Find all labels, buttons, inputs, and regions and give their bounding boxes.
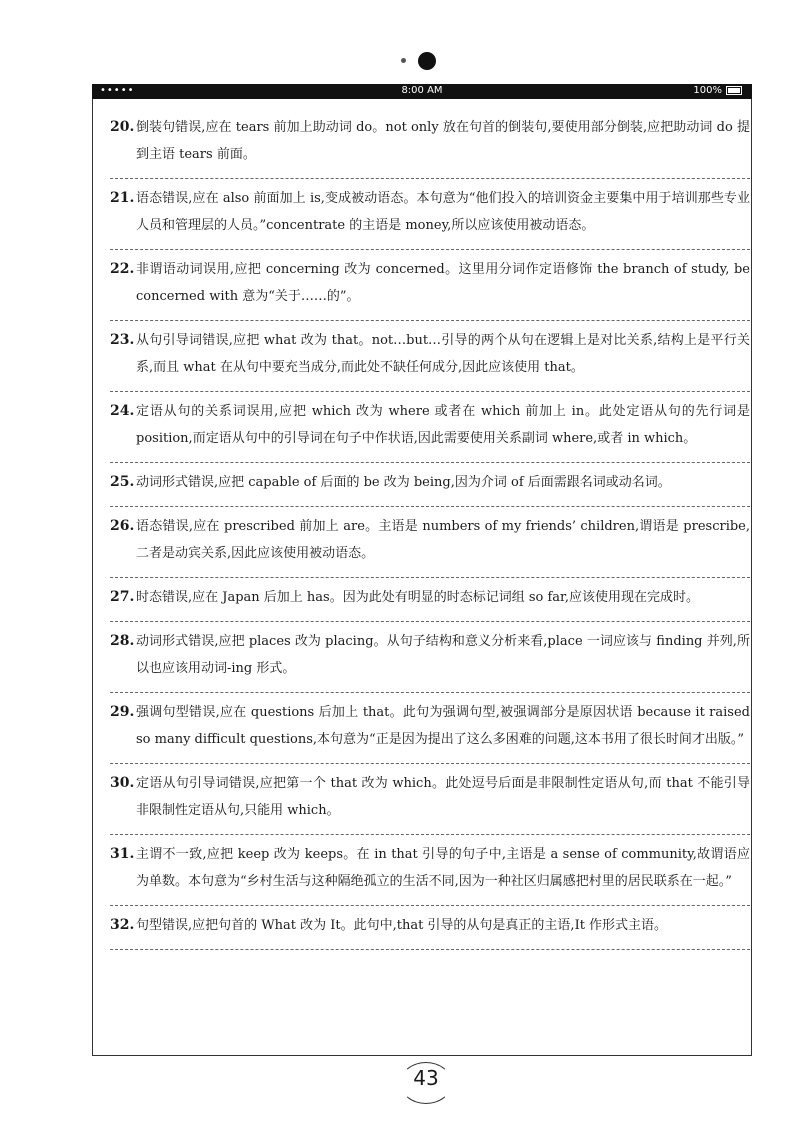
answer-item bbox=[110, 507, 750, 578]
answer-item bbox=[110, 392, 750, 463]
item-number: 23. bbox=[110, 332, 135, 348]
item-number: 20. bbox=[110, 119, 135, 135]
battery-icon bbox=[726, 86, 742, 95]
item-text: 主谓不一致,应把 keep 改为 keeps。在 in that 引导的句子中,主语是 a sense of community,故谓语应为单数。本句意为“乡村生活与这种隔绝孤立的生活不同,因为一种社区归属感把村里的居民联系在一起。” bbox=[136, 847, 750, 889]
item-number: 32. bbox=[110, 917, 135, 933]
item-number: 22. bbox=[110, 261, 135, 277]
answer-item bbox=[110, 764, 750, 835]
signal-icon: ••••• bbox=[100, 85, 135, 96]
item-number: 27. bbox=[110, 589, 135, 605]
answer-item bbox=[110, 108, 750, 179]
item-number: 30. bbox=[110, 775, 135, 791]
item-number: 25. bbox=[110, 474, 135, 490]
item-number: 28. bbox=[110, 633, 135, 649]
camera-sensor bbox=[401, 58, 406, 63]
answer-item bbox=[110, 578, 750, 622]
item-number: 29. bbox=[110, 704, 135, 720]
answer-item bbox=[110, 321, 750, 392]
answer-item bbox=[110, 179, 750, 250]
item-text: 动词形式错误,应把 places 改为 placing。从句子结构和意义分析来看,place 一词应该与 finding 并列,所以也应该用动词-ing 形式。 bbox=[136, 634, 750, 676]
page-number-value: 43 bbox=[413, 1066, 439, 1090]
item-number: 26. bbox=[110, 518, 135, 534]
battery-percent: 100% bbox=[693, 85, 722, 96]
item-text: 从句引导词错误,应把 what 改为 that。not…but…引导的两个从句在逻辑上是对比关系,结构上是平行关系,而且 what 在从句中要充当成分,而此处不缺任何成分,因此应该使用 that。 bbox=[136, 333, 750, 375]
camera-dot bbox=[418, 52, 436, 70]
answer-list bbox=[110, 108, 750, 950]
item-text: 语态错误,应在 also 前面加上 is,变成被动语态。本句意为“他们投入的培训资金主要集中用于培训那些专业人员和管理层的人员。”concentrate 的主语是 money,所以应该使用被动语态。 bbox=[136, 191, 750, 233]
answer-item bbox=[110, 250, 750, 321]
page-number bbox=[396, 1062, 456, 1098]
item-text: 倒装句错误,应在 tears 前加上助动词 do。not only 放在句首的倒装句,要使用部分倒装,应把助动词 do 提到主语 tears 前面。 bbox=[136, 120, 750, 162]
item-number: 31. bbox=[110, 846, 135, 862]
answer-item bbox=[110, 622, 750, 693]
item-text: 强调句型错误,应在 questions 后加上 that。此句为强调句型,被强调部分是原因状语 because it raised so many difficult questions,本句意为“正是因为提出了这么多困难的问题,这本书用了很长时间才出版。” bbox=[136, 705, 750, 747]
item-text: 句型错误,应把句首的 What 改为 It。此句中,that 引导的从句是真正的主语,It 作形式主语。 bbox=[136, 918, 668, 933]
item-text: 定语从句的关系词误用,应把 which 改为 where 或者在 which 前加上 in。此处定语从句的先行词是 position,而定语从句中的引导词在句子中作状语,因此需要使用关系副词 where,或者 in which。 bbox=[136, 404, 751, 446]
item-text: 时态错误,应在 Japan 后加上 has。因为此处有明显的时态标记词组 so far,应该使用现在完成时。 bbox=[136, 590, 699, 605]
item-text: 非谓语动词误用,应把 concerning 改为 concerned。这里用分词作定语修饰 the branch of study, be concerned with 意为“关于……的”。 bbox=[136, 262, 750, 304]
status-time: 8:00 AM bbox=[401, 85, 443, 96]
item-text: 定语从句引导词错误,应把第一个 that 改为 which。此处逗号后面是非限制性定语从句,而 that 不能引导非限制性定语从句,只能用 which。 bbox=[136, 776, 750, 818]
item-number: 21. bbox=[110, 190, 135, 206]
answer-item bbox=[110, 906, 750, 950]
answer-item bbox=[110, 463, 750, 507]
battery-status bbox=[693, 85, 742, 96]
item-text: 语态错误,应在 prescribed 前加上 are。主语是 numbers of my friends’ children,谓语是 prescribe,二者是动宾关系,因此应该使用被动语态。 bbox=[136, 519, 750, 561]
item-text: 动词形式错误,应把 capable of 后面的 be 改为 being,因为介词 of 后面需跟名词或动名词。 bbox=[136, 475, 671, 490]
item-number: 24. bbox=[110, 403, 135, 419]
answer-item bbox=[110, 835, 750, 906]
answer-item bbox=[110, 693, 750, 764]
status-bar bbox=[92, 84, 752, 99]
